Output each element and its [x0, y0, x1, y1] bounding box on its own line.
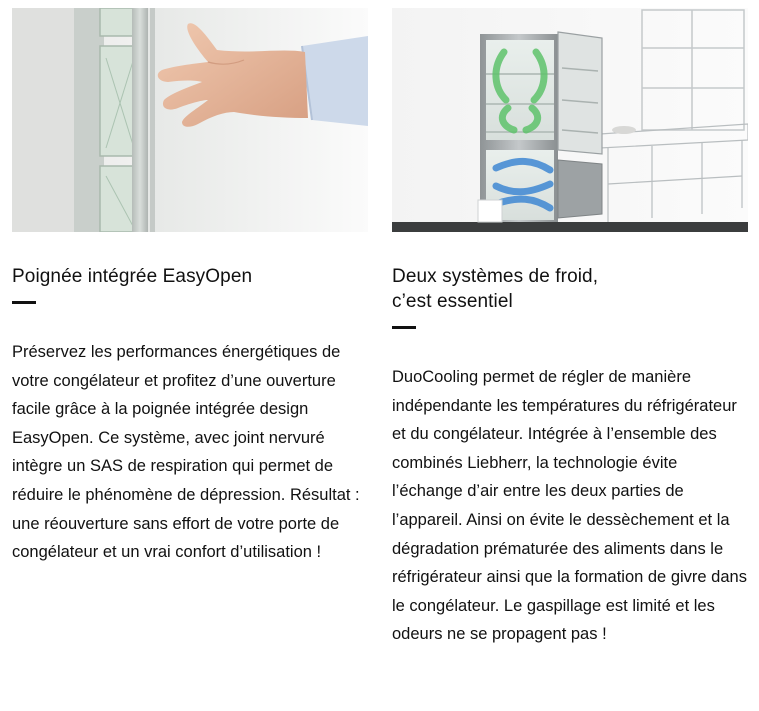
feature-title-duocooling: Deux systèmes de froid, c’est essentiel	[392, 266, 599, 312]
title-divider	[12, 301, 36, 304]
feature-card-duocooling	[392, 8, 748, 649]
feature-card-easyopen	[12, 8, 368, 567]
feature-image-duocooling-fridge	[392, 8, 748, 232]
feature-body-duocooling: DuoCooling permet de régler de manière indépendante les températures du réfrigérateur et du congélateur. Intégrée à l’ensemble des combinés Liebherr, la technologie évite l’échange d’air entre les deux parties de l’appareil. Ainsi on évite le dessèchement et la dégradation prématurée des aliments dans le réfrigérateur ainsi que la formation de givre dans le congélateur. Le gaspillage est limité et les odeurs ne se propagent pas !	[392, 368, 747, 644]
feature-image-easyopen-handle	[12, 8, 368, 232]
feature-title-easyopen: Poignée intégrée EasyOpen	[12, 266, 253, 287]
feature-body-easyopen: Préservez les performances énergétiques de votre congélateur et profitez d’une ouverture facile grâce à la poignée intégrée design EasyOpen. Ce système, avec joint nervuré intègre un SAS de respiration qui permet de réduire le phénomène de dépression. Résultat : une réouverture sans effort de votre porte de congélateur et un vrai confort d’utilisation !	[12, 343, 360, 562]
title-divider	[392, 326, 416, 329]
